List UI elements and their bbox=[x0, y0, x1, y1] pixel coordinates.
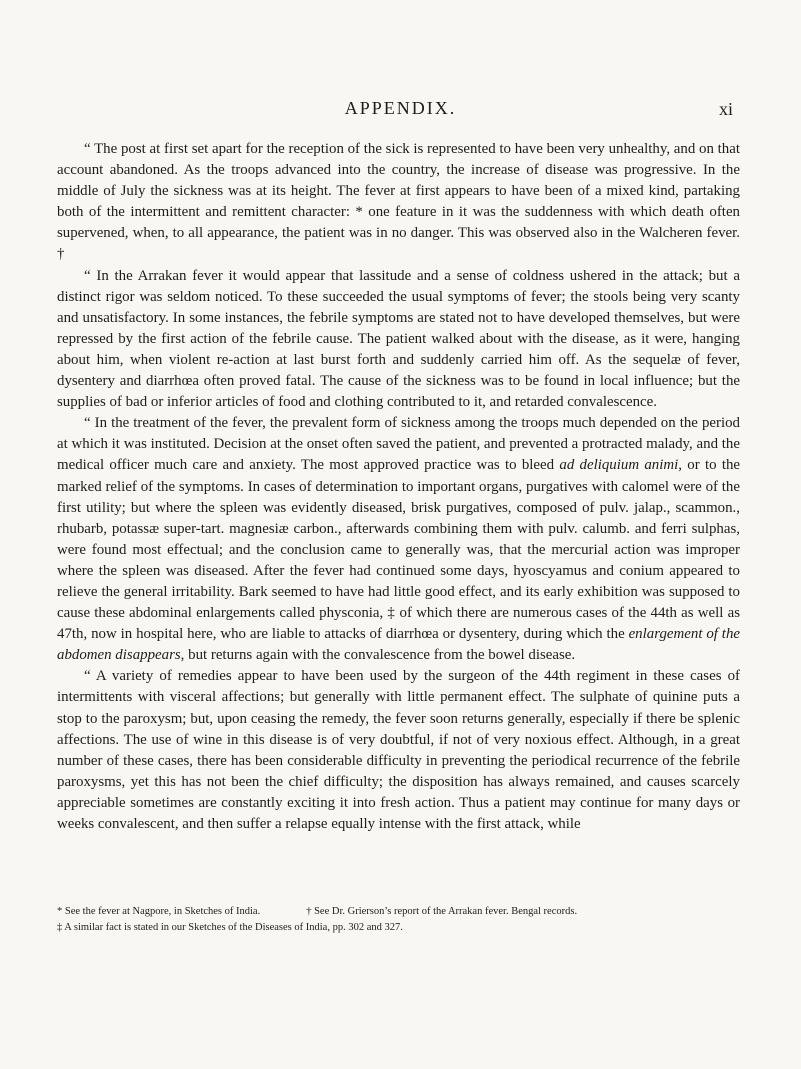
footnote-2: † See Dr. Grierson’s report of the Arrakan fever. Bengal records. bbox=[306, 906, 578, 917]
text-run: “ A variety of remedies appear to have been used by the surgeon of the 44th regiment in these cases of intermittents with visceral affections; but generally with little permanent effect. The sulphate of quinine puts a stop to the paroxysm; but, upon ceasing the remedy, the fever soon returns generally, especially if there be splenic affections. The use of wine in this disease is of very doubtful, if not of very noxious effect. Although, in a great number of these cases, there has been considerable difficulty in preventing the periodical recurrence of the febrile paroxysms, yet this has not been the chief difficulty; the disposition has always remained, and causes scarcely appreciable sometimes are constantly exciting it into fresh action. Thus a patient may continue for many days or weeks convalescent, and then suffer a relapse equally intense with the first attack, while bbox=[57, 668, 740, 832]
page-number: xi bbox=[718, 99, 733, 119]
paragraph-4 bbox=[57, 666, 740, 835]
text-run: , or to the marked relief of the symptoms. In cases of determination to important organs, purgatives with calomel were of the first utility; but where the spleen was evidently diseased, brisk purgatives, composed of pulv. jalap., scammon., rhubarb, potassæ super-tart. magnesiæ carbon., afterwards combining them with pulv. calumb. and ferri sulphas, were found most effectual; and the conclusion came to generally was, that the mercurial action was improper where the spleen was diseased. After the fever had continued some days, hyoscyamus and conium appeared to relieve the general irritability. Bark seemed to have had little good effect, and its early exhibition was supposed to cause these abdominal enlargements called physconia, ‡ of which there are numerous cases of the 44th as well as 47th, now in hospital here, who are liable to attacks of diarrhœa or dysentery, during which the bbox=[57, 457, 741, 643]
footnote-3: ‡ A similar fact is stated in our Sketches of the Diseases of India, pp. 302 and 327. bbox=[57, 922, 403, 933]
text-run: “ In the treatment of the fever, the prevalent form of sickness among the troops much depended on the period at which it was instituted. Decision at the onset often saved the patient, and prevented a protracted malady, and the medical officer much care and anxiety. The most approved practice was to bleed bbox=[57, 415, 740, 474]
text-run: “ The post at first set apart for the reception of the sick is represented to have been very unhealthy, and on that account abandoned. As the troops advanced into the country, the increase of disease was progressive. In the middle of July the sickness was at its height. The fever at first appears to have been of a mixed kind, partaking both of the intermittent and remittent character: * one feature in it was the suddenness with which death often supervened, when, to all appearance, the patient was in no danger. This was observed also in the Walcheren fever. † bbox=[57, 141, 740, 263]
text-run: , but returns again with the convalescence from the bowel disease. bbox=[180, 647, 576, 664]
paragraph-3 bbox=[57, 413, 740, 666]
footnotes bbox=[57, 904, 740, 936]
paragraph-2 bbox=[57, 266, 740, 414]
italic-phrase: ad deliquium animi bbox=[559, 457, 679, 474]
italic-phrase: enlargement of the abdomen disappears bbox=[57, 626, 740, 664]
main-text bbox=[57, 139, 740, 835]
running-title: APPENDIX. bbox=[344, 98, 457, 118]
page-header bbox=[0, 98, 801, 128]
footnote-line-2 bbox=[57, 920, 740, 936]
text-run: “ In the Arrakan fever it would appear that lassitude and a sense of coldness ushered in the attack; but a distinct rigor was seldom noticed. To these succeeded the usual symptoms of fever; the stools being very scanty and unsatisfactory. In some instances, the febrile symptoms are stated not to have developed themselves, but were repressed by the first action of the febrile cause. The patient walked about with the disease, as it were, hanging about him, when violent re-action at last burst forth and suddenly carried him off. As the sequelæ of fever, dysentery and diarrhœa often proved fatal. The cause of the sickness was to be found in local influence; but the supplies of bad or inferior articles of food and clothing contributed to it, and retarded convalescence. bbox=[57, 267, 740, 411]
footnote-line-1 bbox=[57, 904, 740, 920]
footnote-1: * See the fever at Nagpore, in Sketches of India. bbox=[57, 906, 261, 917]
paragraph-1 bbox=[57, 139, 740, 266]
